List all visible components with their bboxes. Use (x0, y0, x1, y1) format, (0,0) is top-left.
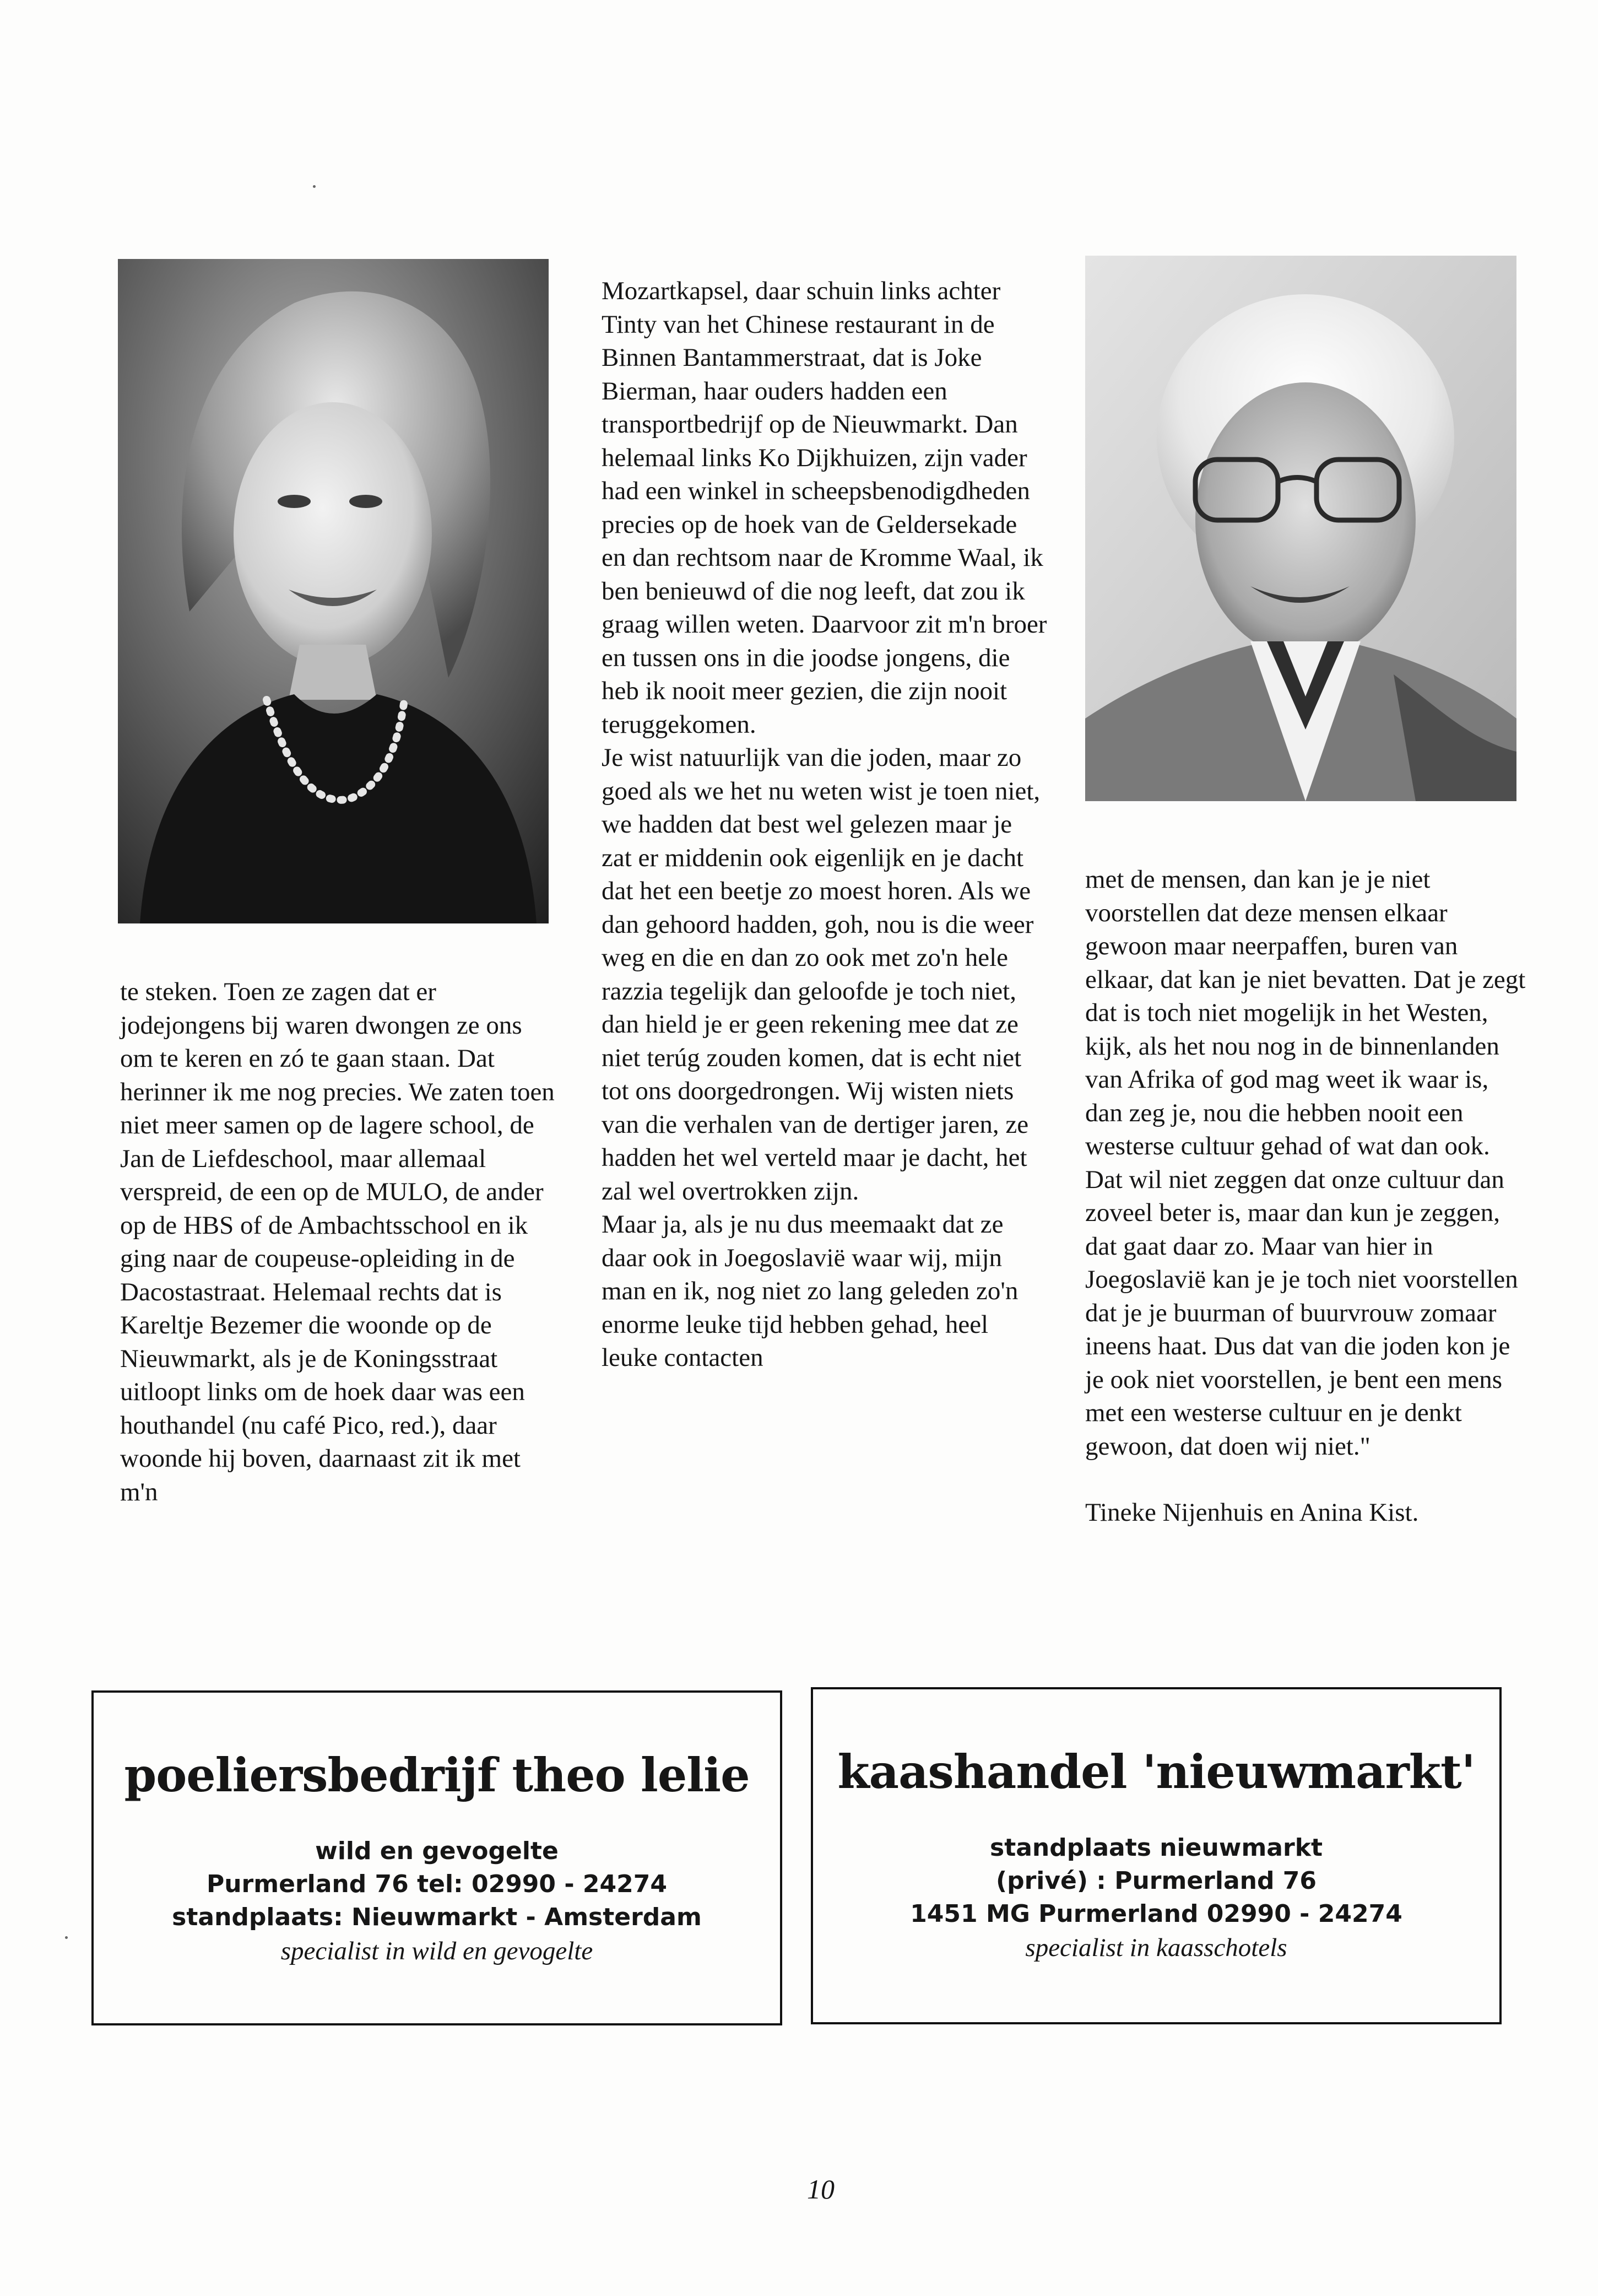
article-column-middle (602, 274, 1048, 1375)
author-signature: Tineke Nijenhuis en Anina Kist. (1085, 1498, 1419, 1527)
ad-address: Purmerland 76 tel: 02990 - 24274 (206, 1870, 668, 1898)
paragraph: te steken. Toen ze zagen dat er jodejongens bij waren dwongen ze ons om te keren en zó te gaan staan. Dat herinner ik me nog precies. We zaten toen niet meer samen op de lagere school, de Jan de Liefdeschool, maar allemaal verspreid, de een op de MULO, de ander op de HBS of de Ambachtsschool en ik ging naar de coupeuse-opleiding in de Dacostastraat. Helemaal rechts dat is Kareltje Bezemer die woonde op de Nieuwmarkt, als je de Koningsstraat uitloopt links om de hoek daar was een houthandel (nu café Pico, red.), daar woonde hij boven, daarnaast zit ik met m'n (120, 977, 555, 1506)
paragraph: Je wist natuurlijk van die joden, maar zo goed als we het nu weten wist je toen niet, we hadden dat best wel gelezen maar je zat er middenin ook eigenlijk en je dacht dat het een beetje zo moest horen. Als we dan gehoord hadden, goh, nou is die weer weg en die en dan zo ook met zo'n hele razzia tegelijk dan geloofde je toch niet, dan hield je er geen rekening mee dat ze niet terúg zouden komen, dat is echt niet tot ons doorgedrongen. Wij wisten niets van die verhalen van de dertiger jaren, ze hadden het wel verteld maar je dacht, het zal wel overtrokken zijn. (602, 743, 1041, 1206)
ad-tagline: specialist in wild en gevogelte (280, 1937, 593, 1965)
ad-location: standplaats: Nieuwmarkt - Amsterdam (172, 1903, 702, 1931)
ad-line: standplaats nieuwmarkt (990, 1834, 1323, 1862)
paragraph: Maar ja, als je nu dus meemaakt dat ze daar ook in Joegoslavië waar wij, mijn man en ik, nog niet zo lang geleden zo'n enorme leuke tijd hebben gehad, heel leuke contacten (602, 1210, 1019, 1372)
paragraph: Mozartkapsel, daar schuin links achter Tinty van het Chinese restaurant in de Binnen Bantammerstraat, dat is Joke Bierman, haar ouders hadden een transportbedrijf op de Nieuwmarkt. Dan helemaal links Ko Dijkhuizen, zijn vader had een winkel in scheepsbenodigdheden precies op de hoek van de Geldersekade en dan rechtsom naar de Kromme Waal, ik ben benieuwd of die nog leeft, dat zou ik graag willen weten. Daarvoor zit m'n broer en tussen ons in die joodse jongens, die heb ik nooit meer gezien, die zijn nooit teruggekomen. (602, 277, 1047, 739)
ad-tagline: specialist in kaasschotels (1025, 1933, 1287, 1962)
ad-location: 1451 MG Purmerland 02990 - 24274 (910, 1900, 1402, 1928)
photo-elderly-woman-image (1085, 256, 1516, 801)
speck (313, 185, 316, 188)
article-column-right (1085, 863, 1526, 1530)
article-column-left (120, 975, 555, 1509)
advertisement-poeliersbedrijf (91, 1690, 782, 2025)
photo-young-woman-image (118, 259, 549, 923)
ad-title: kaashandel 'nieuwmarkt' (837, 1744, 1475, 1799)
ad-title: poeliersbedrijf theo lelie (124, 1748, 750, 1802)
photo-elderly-woman (1085, 256, 1516, 801)
photo-young-woman (118, 259, 549, 923)
ad-line: wild en gevogelte (315, 1837, 559, 1865)
ad-address: (privé) : Purmerland 76 (995, 1867, 1317, 1895)
speck (65, 1936, 68, 1939)
page-number: 10 (807, 2174, 835, 2205)
advertisement-kaashandel (811, 1687, 1502, 2024)
paragraph: met de mensen, dan kan je je niet voorstellen dat deze mensen elkaar gewoon maar neerpaffen, buren van elkaar, dat kan je niet bevatten. Dat je zegt dat is toch niet mogelijk in het Westen, kijk, als het nou nog in de binnenlanden van Afrika of god mag weet ik waar is, dan zeg je, nou die hebben nooit een westerse cultuur gehad of wat dan ook. Dat wil niet zeggen dat onze cultuur dan zoveel beter is, maar dan kun je zeggen, dat gaat daar zo. Maar van hier in Joegoslavië kan je je toch niet voorstellen dat je je buurman of buurvrouw zomaar ineens haat. Dus dat van die joden kon je je ook niet voorstellen, je bent een mens met een westerse cultuur en je denkt gewoon, dat doen wij niet." (1085, 865, 1526, 1461)
